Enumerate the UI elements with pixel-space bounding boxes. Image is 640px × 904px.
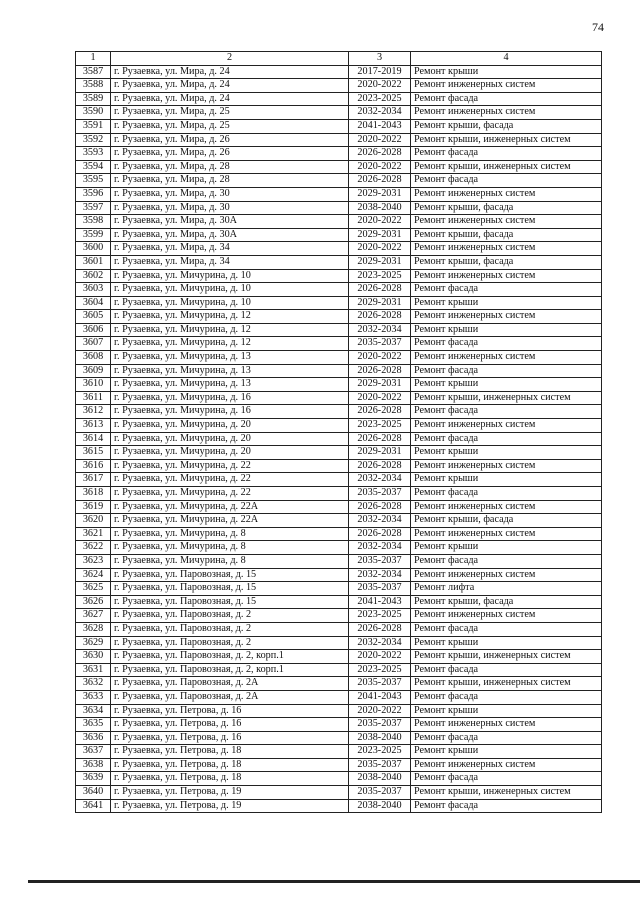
work-type-cell: Ремонт инженерных систем bbox=[411, 215, 602, 229]
address-cell: г. Рузаевка, ул. Паровозная, д. 2А bbox=[111, 677, 349, 691]
address-cell: г. Рузаевка, ул. Петрова, д. 16 bbox=[111, 731, 349, 745]
address-cell: г. Рузаевка, ул. Мира, д. 24 bbox=[111, 79, 349, 93]
work-type-cell: Ремонт крыши bbox=[411, 541, 602, 555]
period-cell: 2035-2037 bbox=[349, 487, 411, 501]
address-cell: г. Рузаевка, ул. Мичурина, д. 12 bbox=[111, 323, 349, 337]
row-number: 3593 bbox=[76, 147, 111, 161]
row-number: 3592 bbox=[76, 133, 111, 147]
table-row bbox=[76, 786, 602, 800]
address-cell: г. Рузаевка, ул. Мичурина, д. 22А bbox=[111, 514, 349, 528]
period-cell: 2023-2025 bbox=[349, 92, 411, 106]
period-cell: 2029-2031 bbox=[349, 296, 411, 310]
work-type-cell: Ремонт фасада bbox=[411, 174, 602, 188]
period-cell: 2026-2028 bbox=[349, 622, 411, 636]
table-row bbox=[76, 500, 602, 514]
work-type-cell: Ремонт фасада bbox=[411, 337, 602, 351]
period-cell: 2026-2028 bbox=[349, 500, 411, 514]
work-type-cell: Ремонт фасада bbox=[411, 364, 602, 378]
address-cell: г. Рузаевка, ул. Паровозная, д. 15 bbox=[111, 582, 349, 596]
address-cell: г. Рузаевка, ул. Мира, д. 30А bbox=[111, 215, 349, 229]
table-row bbox=[76, 310, 602, 324]
period-cell: 2035-2037 bbox=[349, 758, 411, 772]
address-cell: г. Рузаевка, ул. Паровозная, д. 15 bbox=[111, 568, 349, 582]
row-number: 3603 bbox=[76, 283, 111, 297]
work-type-cell: Ремонт крыши, фасада bbox=[411, 595, 602, 609]
row-number: 3615 bbox=[76, 446, 111, 460]
period-cell: 2020-2022 bbox=[349, 79, 411, 93]
row-number: 3641 bbox=[76, 799, 111, 813]
table-row bbox=[76, 622, 602, 636]
period-cell: 2029-2031 bbox=[349, 228, 411, 242]
table-row bbox=[76, 255, 602, 269]
work-type-cell: Ремонт крыши, фасада bbox=[411, 119, 602, 133]
work-type-cell: Ремонт инженерных систем bbox=[411, 459, 602, 473]
table-row bbox=[76, 758, 602, 772]
address-cell: г. Рузаевка, ул. Мира, д. 26 bbox=[111, 147, 349, 161]
table-row bbox=[76, 595, 602, 609]
table-row bbox=[76, 201, 602, 215]
row-number: 3608 bbox=[76, 351, 111, 365]
table-row bbox=[76, 283, 602, 297]
address-cell: г. Рузаевка, ул. Петрова, д. 16 bbox=[111, 704, 349, 718]
period-cell: 2023-2025 bbox=[349, 419, 411, 433]
table-row bbox=[76, 650, 602, 664]
row-number: 3640 bbox=[76, 786, 111, 800]
row-number: 3627 bbox=[76, 609, 111, 623]
address-cell: г. Рузаевка, ул. Мичурина, д. 13 bbox=[111, 378, 349, 392]
period-cell: 2032-2034 bbox=[349, 106, 411, 120]
table-row bbox=[76, 160, 602, 174]
table-row bbox=[76, 323, 602, 337]
page-number: 74 bbox=[592, 20, 604, 34]
work-type-cell: Ремонт крыши bbox=[411, 378, 602, 392]
address-cell: г. Рузаевка, ул. Паровозная, д. 2 bbox=[111, 622, 349, 636]
table-row bbox=[76, 133, 602, 147]
work-type-cell: Ремонт инженерных систем bbox=[411, 269, 602, 283]
table-row bbox=[76, 799, 602, 813]
row-number: 3591 bbox=[76, 119, 111, 133]
period-cell: 2032-2034 bbox=[349, 473, 411, 487]
period-cell: 2020-2022 bbox=[349, 133, 411, 147]
row-number: 3616 bbox=[76, 459, 111, 473]
work-type-cell: Ремонт инженерных систем bbox=[411, 106, 602, 120]
address-cell: г. Рузаевка, ул. Мичурина, д. 22 bbox=[111, 487, 349, 501]
table-row bbox=[76, 405, 602, 419]
address-cell: г. Рузаевка, ул. Петрова, д. 16 bbox=[111, 718, 349, 732]
address-cell: г. Рузаевка, ул. Мичурина, д. 16 bbox=[111, 405, 349, 419]
row-number: 3620 bbox=[76, 514, 111, 528]
period-cell: 2026-2028 bbox=[349, 310, 411, 324]
table-row bbox=[76, 772, 602, 786]
row-number: 3589 bbox=[76, 92, 111, 106]
table-row bbox=[76, 106, 602, 120]
work-type-cell: Ремонт крыши bbox=[411, 65, 602, 79]
period-cell: 2038-2040 bbox=[349, 201, 411, 215]
period-cell: 2032-2034 bbox=[349, 636, 411, 650]
work-type-cell: Ремонт фасада bbox=[411, 432, 602, 446]
work-type-cell: Ремонт крыши bbox=[411, 704, 602, 718]
row-number: 3638 bbox=[76, 758, 111, 772]
row-number: 3625 bbox=[76, 582, 111, 596]
address-cell: г. Рузаевка, ул. Мира, д. 30 bbox=[111, 187, 349, 201]
row-number: 3617 bbox=[76, 473, 111, 487]
period-cell: 2023-2025 bbox=[349, 663, 411, 677]
work-type-cell: Ремонт крыши, инженерных систем bbox=[411, 786, 602, 800]
address-cell: г. Рузаевка, ул. Мичурина, д. 22 bbox=[111, 473, 349, 487]
table-body bbox=[76, 65, 602, 813]
work-type-cell: Ремонт инженерных систем bbox=[411, 310, 602, 324]
work-type-cell: Ремонт фасада bbox=[411, 799, 602, 813]
row-number: 3636 bbox=[76, 731, 111, 745]
period-cell: 2029-2031 bbox=[349, 446, 411, 460]
table-row bbox=[76, 459, 602, 473]
period-cell: 2029-2031 bbox=[349, 255, 411, 269]
table-row bbox=[76, 187, 602, 201]
table-row bbox=[76, 514, 602, 528]
period-cell: 2026-2028 bbox=[349, 174, 411, 188]
bottom-rule bbox=[28, 880, 640, 883]
row-number: 3624 bbox=[76, 568, 111, 582]
work-type-cell: Ремонт крыши, фасада bbox=[411, 201, 602, 215]
address-cell: г. Рузаевка, ул. Мичурина, д. 12 bbox=[111, 310, 349, 324]
address-cell: г. Рузаевка, ул. Паровозная, д. 2 bbox=[111, 609, 349, 623]
address-cell: г. Рузаевка, ул. Петрова, д. 19 bbox=[111, 786, 349, 800]
table-row bbox=[76, 568, 602, 582]
period-cell: 2023-2025 bbox=[349, 269, 411, 283]
period-cell: 2032-2034 bbox=[349, 514, 411, 528]
period-cell: 2026-2028 bbox=[349, 147, 411, 161]
period-cell: 2032-2034 bbox=[349, 568, 411, 582]
table-row bbox=[76, 636, 602, 650]
row-number: 3612 bbox=[76, 405, 111, 419]
work-type-cell: Ремонт фасада bbox=[411, 690, 602, 704]
table-row bbox=[76, 242, 602, 256]
row-number: 3618 bbox=[76, 487, 111, 501]
work-type-cell: Ремонт инженерных систем bbox=[411, 79, 602, 93]
table-row bbox=[76, 79, 602, 93]
period-cell: 2029-2031 bbox=[349, 187, 411, 201]
row-number: 3619 bbox=[76, 500, 111, 514]
work-type-cell: Ремонт крыши, инженерных систем bbox=[411, 677, 602, 691]
row-number: 3609 bbox=[76, 364, 111, 378]
work-type-cell: Ремонт крыши, фасада bbox=[411, 255, 602, 269]
row-number: 3595 bbox=[76, 174, 111, 188]
work-type-cell: Ремонт крыши bbox=[411, 446, 602, 460]
work-type-cell: Ремонт фасада bbox=[411, 772, 602, 786]
work-type-cell: Ремонт крыши bbox=[411, 745, 602, 759]
work-type-cell: Ремонт фасада bbox=[411, 487, 602, 501]
address-cell: г. Рузаевка, ул. Мичурина, д. 22А bbox=[111, 500, 349, 514]
period-cell: 2023-2025 bbox=[349, 745, 411, 759]
address-cell: г. Рузаевка, ул. Паровозная, д. 2, корп.1 bbox=[111, 663, 349, 677]
row-number: 3594 bbox=[76, 160, 111, 174]
row-number: 3588 bbox=[76, 79, 111, 93]
row-number: 3587 bbox=[76, 65, 111, 79]
row-number: 3599 bbox=[76, 228, 111, 242]
address-cell: г. Рузаевка, ул. Мичурина, д. 13 bbox=[111, 351, 349, 365]
table-row bbox=[76, 419, 602, 433]
period-cell: 2041-2043 bbox=[349, 595, 411, 609]
row-number: 3637 bbox=[76, 745, 111, 759]
table-row bbox=[76, 364, 602, 378]
address-cell: г. Рузаевка, ул. Мира, д. 30 bbox=[111, 201, 349, 215]
address-cell: г. Рузаевка, ул. Петрова, д. 18 bbox=[111, 745, 349, 759]
table-row bbox=[76, 731, 602, 745]
address-cell: г. Рузаевка, ул. Мира, д. 34 bbox=[111, 255, 349, 269]
address-cell: г. Рузаевка, ул. Мичурина, д. 8 bbox=[111, 527, 349, 541]
table-row bbox=[76, 228, 602, 242]
address-cell: г. Рузаевка, ул. Мира, д. 28 bbox=[111, 160, 349, 174]
address-cell: г. Рузаевка, ул. Паровозная, д. 2 bbox=[111, 636, 349, 650]
row-number: 3634 bbox=[76, 704, 111, 718]
row-number: 3630 bbox=[76, 650, 111, 664]
address-cell: г. Рузаевка, ул. Петрова, д. 18 bbox=[111, 772, 349, 786]
work-type-cell: Ремонт крыши bbox=[411, 323, 602, 337]
work-type-cell: Ремонт крыши, инженерных систем bbox=[411, 160, 602, 174]
header-row bbox=[76, 52, 602, 66]
table-row bbox=[76, 554, 602, 568]
table-row bbox=[76, 378, 602, 392]
work-type-cell: Ремонт крыши bbox=[411, 473, 602, 487]
work-type-cell: Ремонт крыши, фасада bbox=[411, 228, 602, 242]
row-number: 3602 bbox=[76, 269, 111, 283]
table-row bbox=[76, 663, 602, 677]
address-cell: г. Рузаевка, ул. Мичурина, д. 20 bbox=[111, 432, 349, 446]
period-cell: 2026-2028 bbox=[349, 527, 411, 541]
row-number: 3635 bbox=[76, 718, 111, 732]
period-cell: 2017-2019 bbox=[349, 65, 411, 79]
period-cell: 2020-2022 bbox=[349, 160, 411, 174]
period-cell: 2041-2043 bbox=[349, 119, 411, 133]
work-type-cell: Ремонт инженерных систем bbox=[411, 718, 602, 732]
period-cell: 2041-2043 bbox=[349, 690, 411, 704]
row-number: 3604 bbox=[76, 296, 111, 310]
table-row bbox=[76, 690, 602, 704]
address-cell: г. Рузаевка, ул. Мичурина, д. 20 bbox=[111, 446, 349, 460]
table-row bbox=[76, 487, 602, 501]
table-row bbox=[76, 215, 602, 229]
work-type-cell: Ремонт инженерных систем bbox=[411, 758, 602, 772]
address-cell: г. Рузаевка, ул. Мичурина, д. 8 bbox=[111, 554, 349, 568]
work-type-cell: Ремонт крыши, фасада bbox=[411, 514, 602, 528]
address-cell: г. Рузаевка, ул. Мичурина, д. 16 bbox=[111, 391, 349, 405]
table-row bbox=[76, 541, 602, 555]
row-number: 3621 bbox=[76, 527, 111, 541]
row-number: 3598 bbox=[76, 215, 111, 229]
table-row bbox=[76, 269, 602, 283]
period-cell: 2038-2040 bbox=[349, 731, 411, 745]
table-row bbox=[76, 718, 602, 732]
period-cell: 2035-2037 bbox=[349, 718, 411, 732]
period-cell: 2035-2037 bbox=[349, 677, 411, 691]
address-cell: г. Рузаевка, ул. Мира, д. 24 bbox=[111, 65, 349, 79]
period-cell: 2020-2022 bbox=[349, 351, 411, 365]
period-cell: 2035-2037 bbox=[349, 786, 411, 800]
table-row bbox=[76, 446, 602, 460]
period-cell: 2026-2028 bbox=[349, 459, 411, 473]
row-number: 3639 bbox=[76, 772, 111, 786]
address-cell: г. Рузаевка, ул. Петрова, д. 18 bbox=[111, 758, 349, 772]
row-number: 3614 bbox=[76, 432, 111, 446]
work-type-cell: Ремонт лифта bbox=[411, 582, 602, 596]
column-header-number: 1 bbox=[76, 52, 111, 66]
address-cell: г. Рузаевка, ул. Мичурина, д. 10 bbox=[111, 269, 349, 283]
table-row bbox=[76, 704, 602, 718]
column-header-address: 2 bbox=[111, 52, 349, 66]
work-type-cell: Ремонт фасада bbox=[411, 147, 602, 161]
period-cell: 2020-2022 bbox=[349, 650, 411, 664]
work-type-cell: Ремонт инженерных систем bbox=[411, 242, 602, 256]
period-cell: 2035-2037 bbox=[349, 582, 411, 596]
address-cell: г. Рузаевка, ул. Мичурина, д. 10 bbox=[111, 283, 349, 297]
work-type-cell: Ремонт инженерных систем bbox=[411, 609, 602, 623]
row-number: 3606 bbox=[76, 323, 111, 337]
registry-table bbox=[75, 51, 602, 813]
table-row bbox=[76, 677, 602, 691]
row-number: 3628 bbox=[76, 622, 111, 636]
period-cell: 2038-2040 bbox=[349, 799, 411, 813]
row-number: 3632 bbox=[76, 677, 111, 691]
work-type-cell: Ремонт инженерных систем bbox=[411, 500, 602, 514]
period-cell: 2023-2025 bbox=[349, 609, 411, 623]
table-row bbox=[76, 473, 602, 487]
address-cell: г. Рузаевка, ул. Мира, д. 30А bbox=[111, 228, 349, 242]
address-cell: г. Рузаевка, ул. Паровозная, д. 2А bbox=[111, 690, 349, 704]
table-row bbox=[76, 527, 602, 541]
row-number: 3600 bbox=[76, 242, 111, 256]
table-row bbox=[76, 609, 602, 623]
period-cell: 2032-2034 bbox=[349, 541, 411, 555]
period-cell: 2020-2022 bbox=[349, 391, 411, 405]
work-type-cell: Ремонт фасада bbox=[411, 405, 602, 419]
address-cell: г. Рузаевка, ул. Петрова, д. 19 bbox=[111, 799, 349, 813]
address-cell: г. Рузаевка, ул. Мира, д. 24 bbox=[111, 92, 349, 106]
address-cell: г. Рузаевка, ул. Паровозная, д. 2, корп.1 bbox=[111, 650, 349, 664]
work-type-cell: Ремонт фасада bbox=[411, 283, 602, 297]
address-cell: г. Рузаевка, ул. Мичурина, д. 10 bbox=[111, 296, 349, 310]
work-type-cell: Ремонт крыши, инженерных систем bbox=[411, 391, 602, 405]
address-cell: г. Рузаевка, ул. Мира, д. 25 bbox=[111, 106, 349, 120]
period-cell: 2029-2031 bbox=[349, 378, 411, 392]
period-cell: 2035-2037 bbox=[349, 554, 411, 568]
row-number: 3629 bbox=[76, 636, 111, 650]
work-type-cell: Ремонт фасада bbox=[411, 731, 602, 745]
row-number: 3596 bbox=[76, 187, 111, 201]
address-cell: г. Рузаевка, ул. Мичурина, д. 8 bbox=[111, 541, 349, 555]
address-cell: г. Рузаевка, ул. Паровозная, д. 15 bbox=[111, 595, 349, 609]
row-number: 3610 bbox=[76, 378, 111, 392]
row-number: 3605 bbox=[76, 310, 111, 324]
row-number: 3601 bbox=[76, 255, 111, 269]
work-type-cell: Ремонт инженерных систем bbox=[411, 187, 602, 201]
row-number: 3623 bbox=[76, 554, 111, 568]
period-cell: 2020-2022 bbox=[349, 215, 411, 229]
table-row bbox=[76, 337, 602, 351]
address-cell: г. Рузаевка, ул. Мичурина, д. 12 bbox=[111, 337, 349, 351]
table-row bbox=[76, 147, 602, 161]
period-cell: 2026-2028 bbox=[349, 405, 411, 419]
address-cell: г. Рузаевка, ул. Мира, д. 34 bbox=[111, 242, 349, 256]
work-type-cell: Ремонт инженерных систем bbox=[411, 419, 602, 433]
period-cell: 2026-2028 bbox=[349, 432, 411, 446]
address-cell: г. Рузаевка, ул. Мира, д. 25 bbox=[111, 119, 349, 133]
table-row bbox=[76, 119, 602, 133]
table-row bbox=[76, 92, 602, 106]
address-cell: г. Рузаевка, ул. Мичурина, д. 20 bbox=[111, 419, 349, 433]
period-cell: 2026-2028 bbox=[349, 364, 411, 378]
table-row bbox=[76, 391, 602, 405]
table-row bbox=[76, 432, 602, 446]
work-type-cell: Ремонт крыши bbox=[411, 636, 602, 650]
work-type-cell: Ремонт инженерных систем bbox=[411, 568, 602, 582]
period-cell: 2038-2040 bbox=[349, 772, 411, 786]
period-cell: 2020-2022 bbox=[349, 704, 411, 718]
period-cell: 2032-2034 bbox=[349, 323, 411, 337]
work-type-cell: Ремонт инженерных систем bbox=[411, 351, 602, 365]
period-cell: 2020-2022 bbox=[349, 242, 411, 256]
work-type-cell: Ремонт крыши, инженерных систем bbox=[411, 133, 602, 147]
row-number: 3590 bbox=[76, 106, 111, 120]
address-cell: г. Рузаевка, ул. Мира, д. 26 bbox=[111, 133, 349, 147]
work-type-cell: Ремонт фасада bbox=[411, 663, 602, 677]
row-number: 3633 bbox=[76, 690, 111, 704]
address-cell: г. Рузаевка, ул. Мичурина, д. 22 bbox=[111, 459, 349, 473]
row-number: 3613 bbox=[76, 419, 111, 433]
work-type-cell: Ремонт крыши bbox=[411, 296, 602, 310]
work-type-cell: Ремонт фасада bbox=[411, 622, 602, 636]
work-type-cell: Ремонт крыши, инженерных систем bbox=[411, 650, 602, 664]
period-cell: 2026-2028 bbox=[349, 283, 411, 297]
row-number: 3607 bbox=[76, 337, 111, 351]
table-row bbox=[76, 745, 602, 759]
work-type-cell: Ремонт фасада bbox=[411, 92, 602, 106]
work-type-cell: Ремонт фасада bbox=[411, 554, 602, 568]
table-row bbox=[76, 174, 602, 188]
row-number: 3622 bbox=[76, 541, 111, 555]
row-number: 3626 bbox=[76, 595, 111, 609]
row-number: 3597 bbox=[76, 201, 111, 215]
work-type-cell: Ремонт инженерных систем bbox=[411, 527, 602, 541]
row-number: 3631 bbox=[76, 663, 111, 677]
address-cell: г. Рузаевка, ул. Мичурина, д. 13 bbox=[111, 364, 349, 378]
table-row bbox=[76, 582, 602, 596]
period-cell: 2035-2037 bbox=[349, 337, 411, 351]
table-row bbox=[76, 351, 602, 365]
table-row bbox=[76, 65, 602, 79]
row-number: 3611 bbox=[76, 391, 111, 405]
address-cell: г. Рузаевка, ул. Мира, д. 28 bbox=[111, 174, 349, 188]
column-header-work: 4 bbox=[411, 52, 602, 66]
column-header-period: 3 bbox=[349, 52, 411, 66]
table-row bbox=[76, 296, 602, 310]
